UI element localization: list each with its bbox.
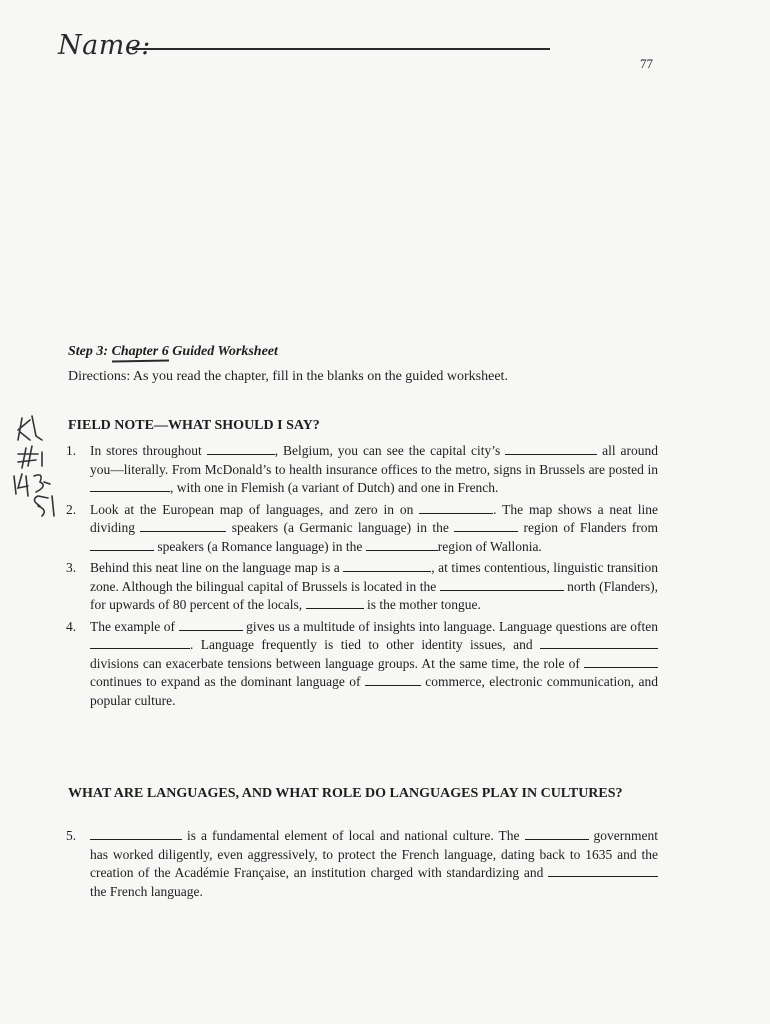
- question-text: is a fundamental element of local and national culture. The: [182, 828, 525, 843]
- question-number: 5.: [66, 828, 77, 843]
- directions-text: Directions: As you read the chapter, fill in the blanks on the guided worksheet.: [68, 369, 508, 384]
- question-list-languages: [66, 827, 658, 901]
- question-item: [66, 442, 658, 498]
- step-prefix: Step 3:: [68, 344, 112, 359]
- question-text: In stores throughout: [90, 443, 207, 458]
- fill-in-blank[interactable]: [365, 673, 421, 686]
- fill-in-blank[interactable]: [90, 479, 170, 492]
- section-heading-languages: WHAT ARE LANGUAGES, AND WHAT ROLE DO LANGUAGES PLAY IN CULTURES?: [68, 786, 623, 801]
- question-text: Look at the European map of languages, and zero in on: [90, 501, 420, 517]
- question-text: . Language frequently is tied to other identity issues, and: [190, 637, 540, 652]
- question-text: speakers (a Germanic language) in the: [226, 520, 455, 535]
- question-text: region of Wallonia.: [437, 538, 542, 554]
- fill-in-blank[interactable]: [140, 519, 226, 532]
- question-item: [66, 501, 658, 557]
- fill-in-blank[interactable]: [525, 827, 589, 840]
- question-text: , Belgium, you can see the capital city’s: [274, 443, 506, 458]
- question-text: , with one in Flemish (a variant of Dutch) and one in French.: [170, 480, 499, 495]
- fill-in-blank[interactable]: [306, 596, 364, 609]
- fill-in-blank[interactable]: [440, 578, 564, 591]
- question-item: [66, 827, 658, 901]
- fill-in-blank[interactable]: [540, 636, 658, 649]
- question-text: commerce, electronic communication, and popular culture.: [90, 674, 658, 708]
- question-text: is the mother tongue.: [363, 597, 481, 612]
- fill-in-blank[interactable]: [366, 538, 438, 551]
- question-text: gives us a multitude of insights into language. Language questions are often: [242, 618, 658, 634]
- question-number: 2.: [66, 501, 77, 517]
- question-item: [66, 559, 658, 615]
- fill-in-blank[interactable]: [454, 519, 518, 532]
- question-list-field-note: [66, 442, 658, 713]
- fill-in-blank[interactable]: [548, 864, 658, 877]
- fill-in-blank[interactable]: [179, 618, 243, 631]
- chapter-label: Chapter 6: [111, 344, 169, 359]
- question-text: Behind this neat line on the language map is a: [90, 560, 344, 575]
- name-label: Name:: [58, 30, 151, 61]
- question-text: the French language.: [90, 883, 203, 899]
- worksheet-title: [68, 344, 278, 360]
- question-text: government has worked diligently, even aggressively, to protect the French language, dating back to 1635 and the creation of the Académie Française, an institution charged with standardizing and: [90, 828, 659, 880]
- fill-in-blank[interactable]: [505, 442, 597, 455]
- fill-in-blank[interactable]: [419, 501, 493, 514]
- question-text: The example of: [90, 618, 179, 634]
- question-text: north (Flanders), for upwards of 80 percent of the locals,: [90, 578, 658, 612]
- question-number: 4.: [66, 618, 77, 634]
- page-number: 77: [640, 56, 653, 71]
- question-text: speakers (a Romance language) in the: [154, 538, 366, 554]
- question-text: continues to expand as the dominant language of: [90, 674, 365, 689]
- fill-in-blank[interactable]: [207, 442, 275, 455]
- section-heading-field-note: FIELD NOTE—WHAT SHOULD I SAY?: [68, 418, 320, 433]
- question-text: , at times contentious, linguistic transition zone. Although the bilingual capital of Brussels is located in the: [90, 560, 658, 594]
- name-blank-line[interactable]: [132, 48, 550, 50]
- fill-in-blank[interactable]: [343, 559, 431, 572]
- question-text: divisions can exacerbate tensions between language groups. At the same time, the role of: [90, 655, 584, 671]
- handwritten-margin-note: [8, 410, 66, 520]
- question-number: 3.: [66, 560, 77, 575]
- question-number: 1.: [66, 443, 77, 458]
- fill-in-blank[interactable]: [584, 655, 658, 668]
- step-suffix: Guided Worksheet: [168, 344, 278, 359]
- question-item: [66, 618, 658, 711]
- fill-in-blank[interactable]: [90, 636, 190, 649]
- fill-in-blank[interactable]: [90, 538, 154, 551]
- question-text: region of Flanders from: [518, 520, 659, 535]
- question-text: . The map shows a neat line dividing: [90, 501, 658, 535]
- fill-in-blank[interactable]: [90, 827, 182, 840]
- question-text: all around you—literally. From McDonald’s to health insurance offices to the metro, signs in Brussels are posted in: [90, 443, 658, 477]
